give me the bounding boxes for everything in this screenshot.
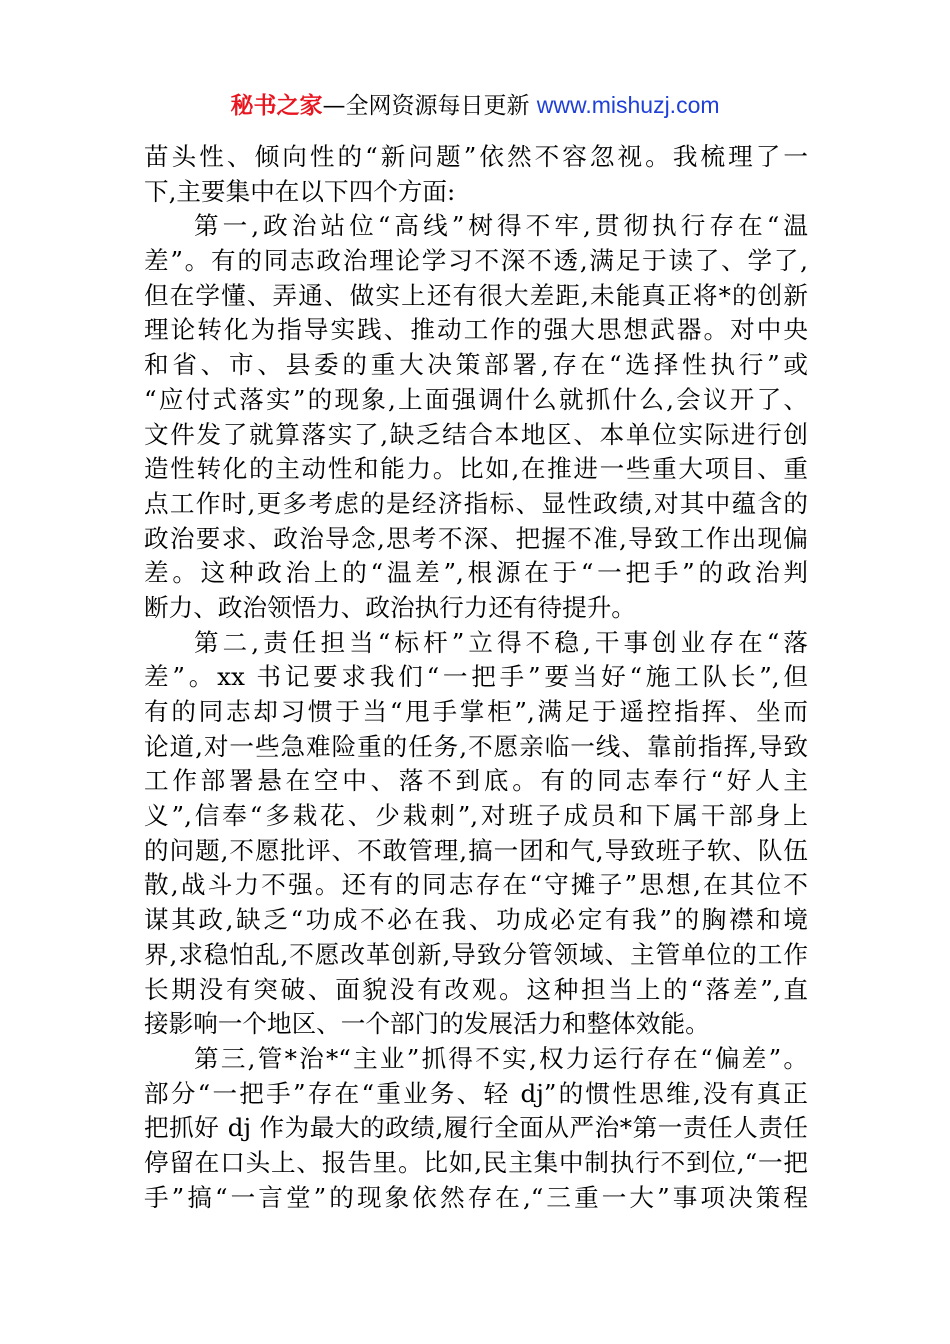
text-line: 下,主要集中在以下四个方面: (144, 176, 456, 206)
text-line: 第三,管*治*“主业”抓得不实,权力运行存在“偏差”。 (194, 1043, 808, 1073)
document-body (144, 140, 808, 1215)
text-line: “应付式落实”的现象,上面强调什么就抓什么,会议开了、 (144, 384, 808, 414)
text-line: 停留在口头上、报告里。比如,民主集中制执行不到位,“一把 (144, 1147, 808, 1177)
text-line: 文件发了就算落实了,缺乏结合本地区、本单位实际进行创 (144, 419, 808, 449)
text-line: 差。这种政治上的“温差”,根源在于“一把手”的政治判 (144, 558, 808, 588)
header-brand: 秘书之家 (230, 93, 323, 119)
text-line: 工作部署悬在空中、落不到底。有的同志奉行“好人主 (144, 766, 808, 796)
text-line: 界,求稳怕乱,不愿改革创新,导致分管领域、主管单位的工作 (144, 939, 808, 969)
text-line: 第二,责任担当“标杆”立得不稳,干事创业存在“落 (194, 627, 808, 657)
text-line: 苗头性、倾向性的“新问题”依然不容忽视。我梳理了一 (144, 142, 808, 171)
text-line: 把抓好 dj 作为最大的政绩,履行全面从严治*第一责任人责任 (144, 1113, 808, 1143)
header-slogan: —全网资源每日更新 (322, 93, 530, 119)
text-line: 手”搞“一言堂”的现象依然存在,“三重一大”事项决策程 (144, 1182, 808, 1212)
text-line: 论道,对一些急难险重的任务,不愿亲临一线、靠前指挥,导致 (144, 731, 808, 761)
text-line: 义”,信奉“多栽花、少栽刺”,对班子成员和下属干部身上 (144, 801, 808, 831)
text-line: 谋其政,缺乏“功成不必在我、功成必定有我”的胸襟和境 (144, 905, 808, 935)
text-line: 接影响一个地区、一个部门的发展活力和整体效能。 (144, 1009, 710, 1039)
header-url-link[interactable]: www.mishuzj.com (536, 92, 720, 118)
text-line: 有的同志却习惯于当“甩手掌柜”,满足于遥控指挥、坐而 (144, 697, 808, 726)
text-line: 政治要求、政治导念,思考不深、把握不准,导致工作出现偏 (144, 523, 808, 553)
page-header (0, 90, 950, 121)
text-line: 和省、市、县委的重大决策部署,存在“选择性执行”或 (144, 350, 808, 380)
text-line: 理论转化为指导实践、推动工作的强大思想武器。对中央 (144, 315, 808, 345)
text-line: 的问题,不愿批评、不敢管理,搞一团和气,导致班子软、队伍 (144, 835, 808, 865)
text-line: 散,战斗力不强。还有的同志存在“守摊子”思想,在其位不 (144, 870, 808, 900)
text-line: 点工作时,更多考虑的是经济指标、显性政绩,对其中蕴含的 (144, 488, 808, 518)
text-line: 差”。xx 书记要求我们“一把手”要当好“施工队长”,但 (144, 662, 808, 692)
text-line: 差”。有的同志政治理论学习不深不透,满足于读了、学了, (144, 246, 808, 276)
text-line: 但在学懂、弄通、做实上还有很大差距,未能真正将*的创新 (144, 280, 808, 310)
text-line: 断力、政治领悟力、政治执行力还有待提升。 (144, 592, 636, 622)
text-line: 第一,政治站位“高线”树得不牢,贯彻执行存在“温 (194, 211, 808, 241)
text-line: 造性转化的主动性和能力。比如,在推进一些重大项目、重 (144, 454, 808, 484)
text-line: 长期没有突破、面貌没有改观。这种担当上的“落差”,直 (144, 974, 808, 1004)
text-line: 部分“一把手”存在“重业务、轻 dj”的惯性思维,没有真正 (144, 1078, 808, 1108)
